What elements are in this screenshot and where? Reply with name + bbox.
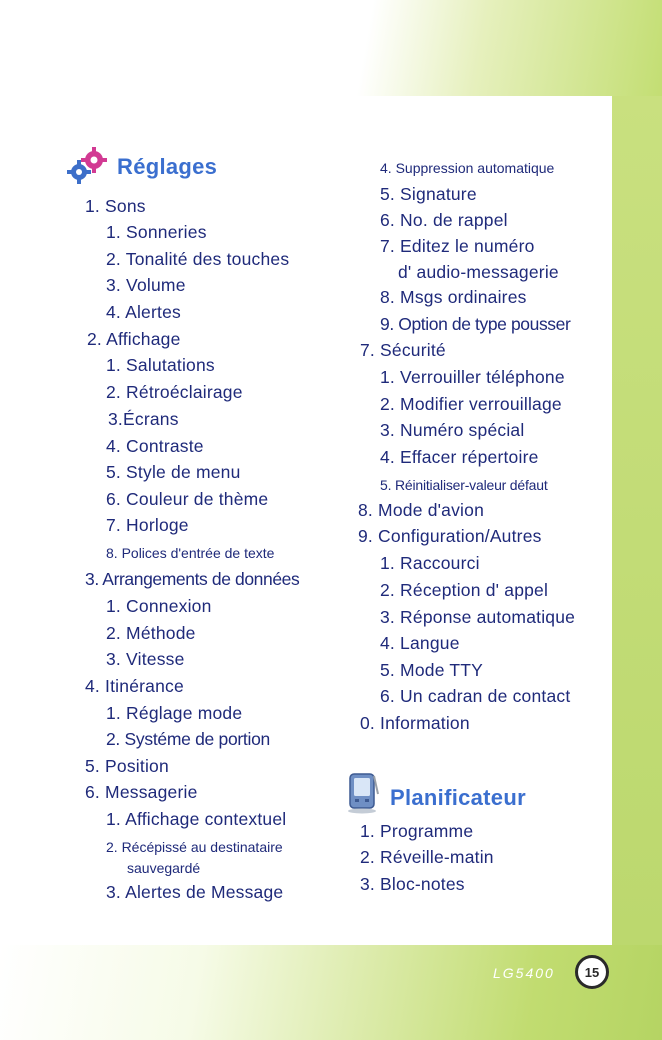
- menu-line: 2. Modifier verrouillage: [380, 394, 562, 414]
- menu-line: 4. Effacer répertoire: [380, 447, 539, 467]
- menu-line: 4. Alertes: [106, 302, 181, 322]
- menu-line: 5. Réinitialiser-valeur défaut: [380, 477, 548, 493]
- menu-line: 8. Msgs ordinaires: [380, 287, 527, 307]
- menu-line: 3. Alertes de Message: [106, 882, 284, 902]
- top-decor-band: [0, 0, 662, 96]
- menu-line: 5. Mode TTY: [380, 660, 484, 680]
- heading-planificateur: Planificateur: [390, 785, 526, 810]
- menu-line: 3. Arrangements de données: [85, 569, 300, 589]
- menu-line: 3. Réponse automatique: [380, 607, 576, 627]
- menu-line: 7. Horloge: [106, 515, 189, 535]
- menu-line: 5. Signature: [380, 184, 477, 204]
- bottom-decor-band: [0, 945, 662, 1040]
- menu-line: 2. Affichage: [87, 329, 181, 349]
- menu-line: 1. Raccourci: [380, 553, 480, 573]
- menu-line: 7. Sécurité: [360, 340, 446, 360]
- menu-line: 5. Position: [85, 756, 169, 776]
- menu-line: 7. Editez le numéro: [380, 236, 535, 256]
- menu-line: 2. Récépissé au destinataire: [106, 839, 283, 855]
- page-number: 15: [575, 955, 609, 989]
- menu-line: 2. Réveille-matin: [360, 847, 494, 867]
- page-body: [0, 96, 612, 945]
- menu-line: 4. Contraste: [106, 436, 204, 456]
- menu-line: 4. Suppression automatique: [380, 160, 555, 176]
- pda-planner-icon: [344, 772, 380, 814]
- menu-line: 8. Polices d'entrée de texte: [106, 545, 275, 561]
- menu-line: 1. Verrouiller téléphone: [380, 367, 565, 387]
- menu-line: 1. Sons: [85, 196, 146, 216]
- menu-line: 6. Un cadran de contact: [380, 686, 571, 706]
- menu-line: 1. Connexion: [106, 596, 212, 616]
- menu-line: d' audio-messagerie: [398, 262, 559, 282]
- menu-line: 3. Vitesse: [106, 649, 185, 669]
- menu-line: 2. Tonalité des touches: [106, 249, 290, 269]
- menu-line: 2. Méthode: [106, 623, 196, 643]
- menu-line: 3.Écrans: [108, 409, 179, 429]
- right-decor-bar: [612, 96, 662, 945]
- model-name: LG5400: [493, 965, 555, 981]
- menu-line: 0. Information: [360, 713, 470, 733]
- menu-line: 1. Sonneries: [106, 222, 207, 242]
- menu-line: 2. Réception d' appel: [380, 580, 549, 600]
- menu-line: 2. Rétroéclairage: [106, 382, 243, 402]
- menu-line: 1. Réglage mode: [106, 703, 243, 723]
- menu-line: 5. Style de menu: [106, 462, 241, 482]
- menu-line: 9. Configuration/Autres: [358, 526, 542, 546]
- menu-line: 3. Volume: [106, 275, 186, 295]
- menu-line: sauvegardé: [127, 860, 201, 876]
- menu-line: 1. Salutations: [106, 355, 215, 375]
- menu-line: 6. Couleur de thème: [106, 489, 269, 509]
- menu-line: 8. Mode d'avion: [358, 500, 485, 520]
- menu-line: 4. Itinérance: [85, 676, 184, 696]
- heading-reglages: Réglages: [117, 154, 218, 179]
- menu-line: 4. Langue: [380, 633, 460, 653]
- menu-line: 9. Option de type pousser: [380, 314, 571, 334]
- menu-line: 3. Bloc-notes: [360, 874, 465, 894]
- menu-line: 6. No. de rappel: [380, 210, 508, 230]
- menu-line: 1. Programme: [360, 821, 474, 841]
- menu-line: 6. Messagerie: [85, 782, 198, 802]
- settings-gears-icon: [66, 146, 112, 184]
- menu-line: 2. Systéme de portion: [106, 729, 270, 749]
- menu-line: 1. Affichage contextuel: [106, 809, 287, 829]
- menu-line: 3. Numéro spécial: [380, 420, 525, 440]
